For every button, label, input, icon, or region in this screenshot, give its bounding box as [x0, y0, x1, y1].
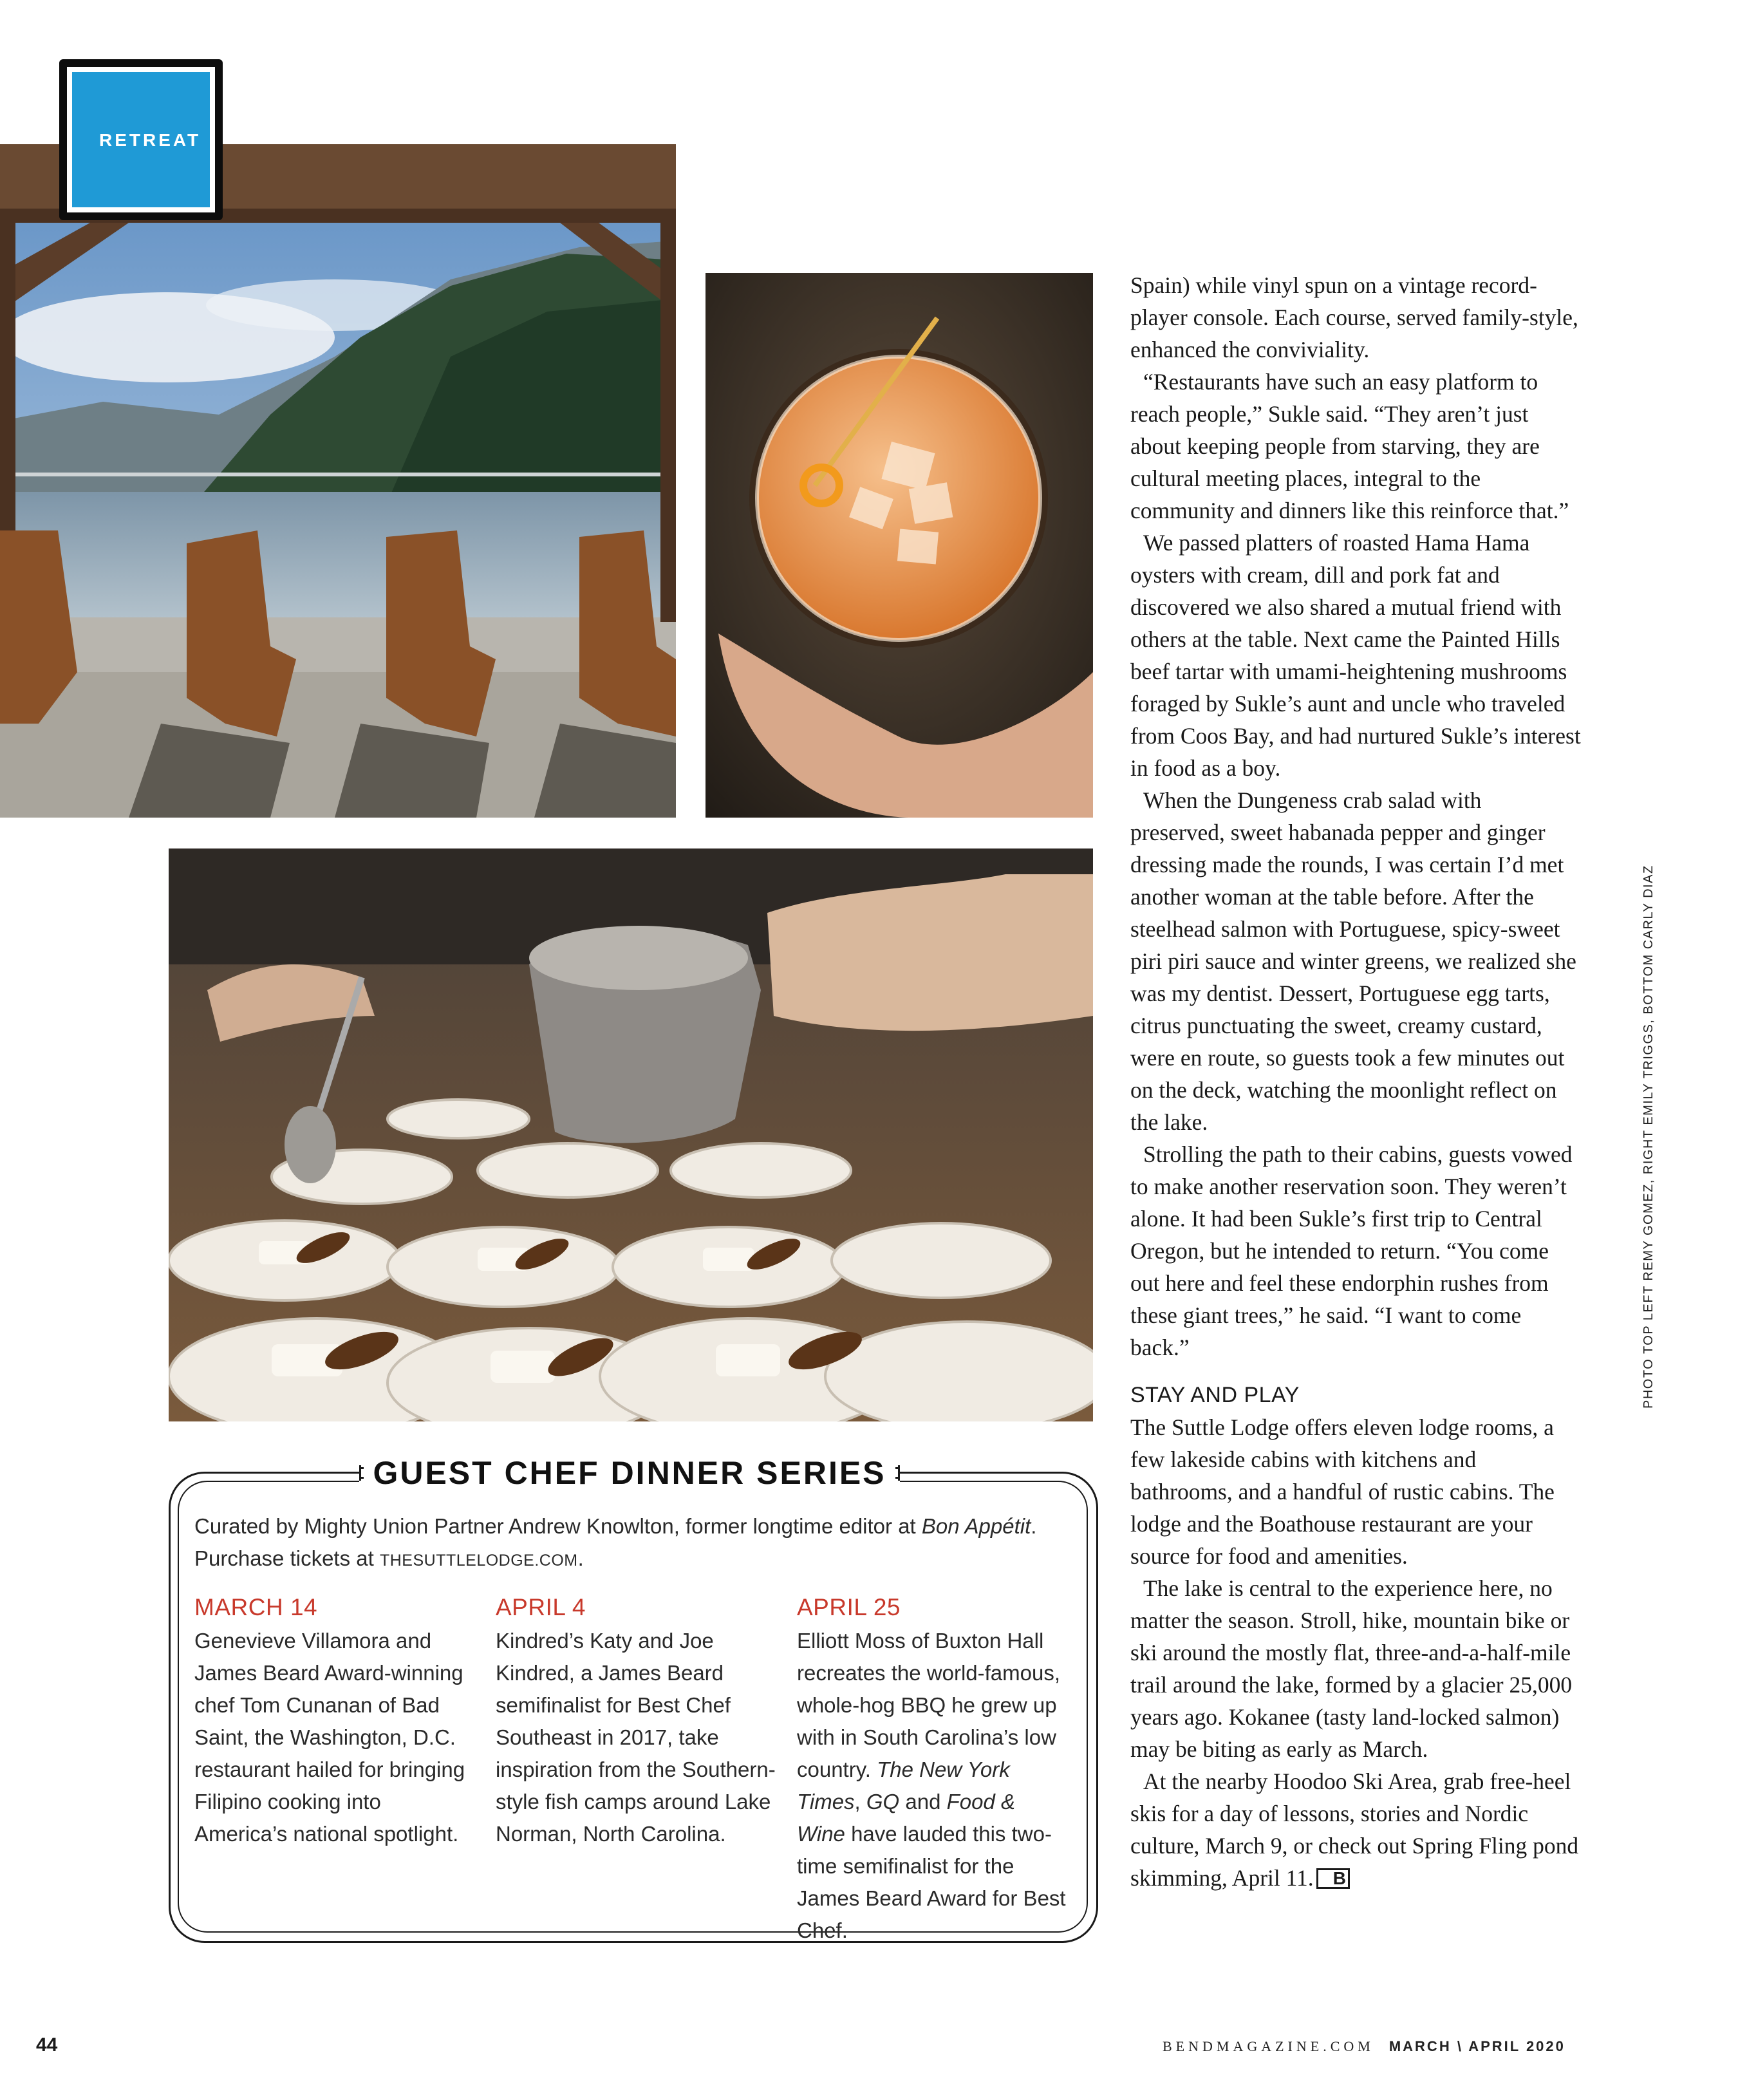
event-description: Elliott Moss of Buxton Hall recreates the world-famous, whole-hog BBQ he grew up with in South Carolina’s low country. The New York Times, GQ and Food & Wine have lauded this two-time semifinalist for the James Beard Award for Best Chef. — [797, 1629, 1066, 1942]
footer-line — [1163, 2038, 1565, 2055]
event-march-14 — [194, 1591, 478, 1850]
event-description: Genevieve Villamora and James Beard Award-winning chef Tom Cunanan of Bad Saint, the Washington, D.C. restaurant hailed for bringing Filipino cooking into America’s national spotlight. — [194, 1629, 465, 1846]
stay-and-play-subhead: STAY AND PLAY — [1130, 1383, 1300, 1407]
publication-name: Food & Wine — [797, 1790, 1016, 1846]
article-paragraph: Strolling the path to their cabins, guests vowed to make another reservation soon. They weren’t alone. It had been Sukle’s first trip to Central Oregon, but he intended to return. “You come out here and feel these endorphin rushes from these giant trees,” he said. “I want to come back.” — [1130, 1141, 1573, 1360]
article-paragraph: We passed platters of roasted Hama Hama oysters with cream, dill and pork fat and discovered we also shared a mutual friend with others at the table. Next came the Painted Hills beef tartar with umami-heightening mushrooms foraged by Sukle’s aunt and uncle who traveled from Coos Bay, and had nurtured Sukle’s interest in food as a boy. — [1130, 530, 1581, 781]
event-april-25 — [797, 1591, 1067, 1947]
title-ornament-left — [359, 1467, 364, 1479]
event-date: APRIL 4 — [496, 1594, 586, 1620]
title-ornament-right — [895, 1467, 900, 1479]
ticket-url-link[interactable]: THESUTTLELODGE.COM — [379, 1552, 578, 1570]
sidebar-intro — [194, 1510, 1070, 1577]
article-paragraph: The lake is central to the experience here, no matter the season. Stroll, hike, mountain bike or ski around the mostly flat, three-and-a-half-mile trail around the lake, formed by a glacier 25,000 years ago. Kokanee (tasty land-locked salmon) may be biting as early as March. — [1130, 1575, 1573, 1762]
event-april-4 — [496, 1591, 779, 1850]
footer-site[interactable]: BENDMAGAZINE.COM — [1163, 2038, 1374, 2054]
event-description: Kindred’s Katy and Joe Kindred, a James Beard semifinalist for Best Chef Southeast in 2017, take inspiration from the Southern-style fish camps around Lake Norman, North Carolina. — [496, 1629, 776, 1846]
sidebar-title: GUEST CHEF DINNER SERIES — [373, 1455, 886, 1491]
intro-publication: Bon Appétit — [921, 1514, 1031, 1538]
lake-deck-photo — [0, 144, 676, 818]
article-paragraph: When the Dungeness crab salad with preserved, sweet habanada pepper and ginger dressing made the rounds, I was certain I’d met another woman at the table before. After the steelhead salmon with Portuguese, spicy-sweet piri piri sauce and winter greens, we realized she was my dentist. Dessert, Portuguese egg tarts, citrus punctuating the sweet, creamy custard, were en route, so guests took a few minutes out on the deck, watching the moonlight reflect on the lake. — [1130, 787, 1576, 1135]
publication-name: GQ — [866, 1790, 900, 1814]
sidebar-title-bar — [359, 1452, 900, 1494]
footer-issue: MARCH \ APRIL 2020 — [1388, 2038, 1565, 2054]
article-paragraph: “Restaurants have such an easy platform to reach people,” Sukle said. “They aren’t just about keeping people from starving, they are cultural meeting places, integral to the community and dinners like this reinforce that.” — [1130, 369, 1569, 523]
article-paragraph: Spain) while vinyl spun on a vintage record-player console. Each course, served family-style, enhanced the conviviality. — [1130, 272, 1578, 362]
event-date: APRIL 25 — [797, 1594, 901, 1620]
article-column — [1130, 269, 1581, 1894]
publication-name: The New York Times — [797, 1758, 1010, 1814]
page-number: 44 — [36, 2034, 58, 2056]
cocktail-photo — [705, 273, 1093, 818]
intro-text: . Purchase tickets at — [194, 1514, 1037, 1570]
last-paragraph-text: At the nearby Hoodoo Ski Area, grab free-heel skis for a day of lessons, stories and Nordic culture, March 9, or check out Spring Fling pond skimming, April 11. — [1130, 1768, 1579, 1891]
article-paragraph: The Suttle Lodge offers eleven lodge rooms, a few lakeside cabins with kitchens and bathrooms, and a handful of rustic cabins. The lodge and the Boathouse restaurant are your source for food and amenities. — [1130, 1414, 1555, 1569]
intro-text: Curated by Mighty Union Partner Andrew Knowlton, former longtime editor at — [194, 1514, 922, 1538]
plating-photo — [169, 848, 1093, 1421]
end-mark-icon: B — [1316, 1868, 1350, 1889]
section-tag-label: RETREAT — [99, 130, 201, 150]
article-paragraph-last — [1130, 1765, 1581, 1894]
intro-text: . — [577, 1546, 584, 1570]
photo-credit: PHOTO TOP LEFT REMY GOMEZ, RIGHT EMILY TRIGGS, BOTTOM CARLY DIAZ — [1641, 865, 1656, 1409]
event-date: MARCH 14 — [194, 1594, 318, 1620]
